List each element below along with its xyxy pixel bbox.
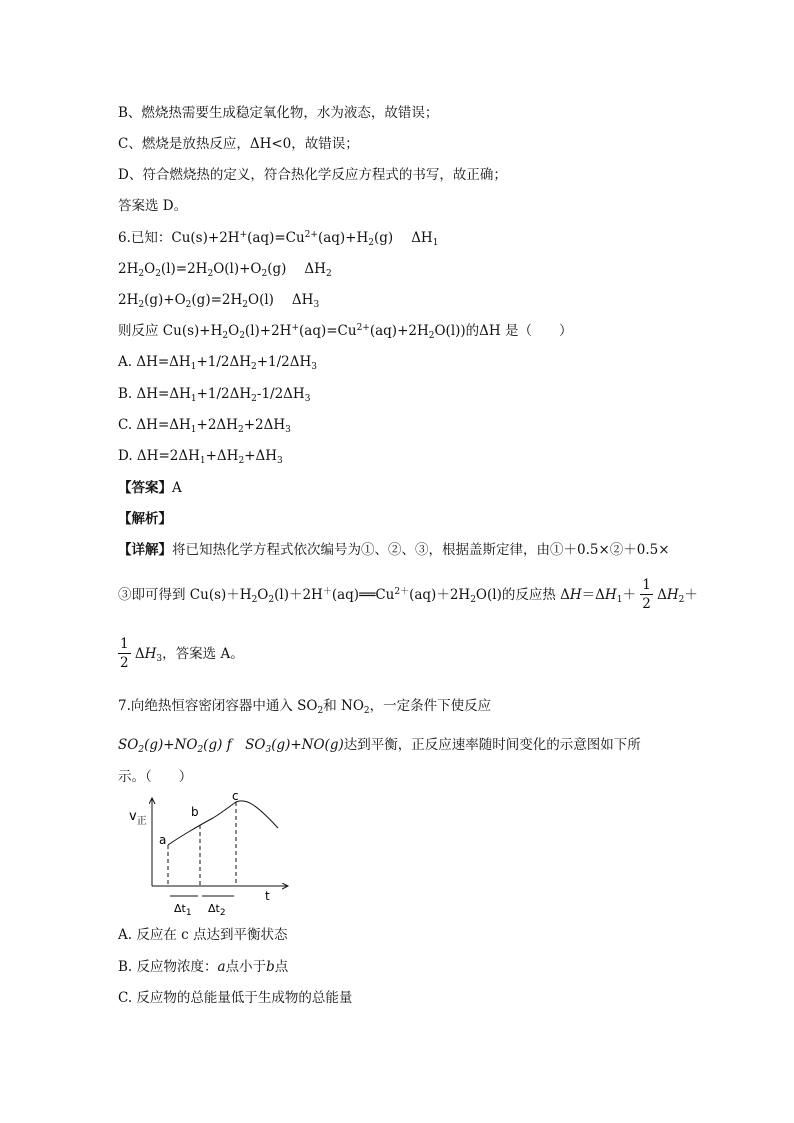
q6-detail-line-2: ③即可得到 $Cu(s)+H_2O_2(l)+2H^+(aq)══Cu^{2+}(aq)+2H_2O(l)$的反应热 $\Delta H=\Delta H_1+$ $\frac{1}{2}$ $\Delta H_2+$ — [118, 577, 698, 612]
point-c-label: c — [232, 790, 239, 803]
q5-answer: 答案选 D。 — [118, 198, 188, 214]
fraction-one-half: $\frac{1}{2}$ — [642, 577, 651, 612]
q6-equation-3: $2H_2(g)+O_2(g)=2H_2O(l)$ $\Delta H_3$ — [118, 292, 320, 310]
q5-option-b-analysis: B、燃烧热需要生成稳定氧化物，水为液态，故错误； — [118, 105, 439, 121]
q6-equation-1: 6.已知：$Cu(s)+2H^+(aq)=Cu^{2+}(aq)+H_2(g)$ $\Delta H_1$ — [118, 230, 439, 248]
q5-option-d-analysis: D、符合燃烧热的定义，符合热化学反应方程式的书写，故正确； — [118, 167, 507, 183]
x-axis-label: t — [265, 889, 270, 903]
q7-reaction-equation: $SO_2(g)+NO_2(g)$ f $SO_3(g)+NO(g)$ — [118, 737, 344, 755]
q7-option-a: A. 反应在 c 点达到平衡状态 — [118, 927, 288, 943]
q5-option-c-analysis: C、燃烧是放热反应，ΔH<0，故错误； — [118, 136, 359, 152]
q6-option-c: C. $\Delta H=\Delta H_1+2\Delta H_2+2\Delta H_3$ — [118, 417, 291, 435]
q6-equation-2: $2H_2O_2(l)=2H_2O(l)+O_2(g)$ $\Delta H_2$ — [118, 261, 332, 279]
q7-option-c: C. 反应物的总能量低于生成物的总能量 — [118, 990, 353, 1006]
rate-time-diagram — [118, 790, 298, 925]
q6-detail-line-3: $\frac{1}{2}$ $\Delta H_3$，答案选 A。 — [120, 636, 244, 671]
point-a-label: a — [159, 833, 167, 847]
dt2-label: $\Delta t_2$ — [208, 902, 226, 918]
q7-stem-line-3: 示。（ ） — [118, 769, 193, 785]
q7-stem-line-1: 7.向绝热恒容密闭容器中通入 $SO_2$和 $NO_2$，一定条件下使反应 — [118, 698, 492, 716]
point-b-label: b — [191, 805, 199, 819]
fraction-one-half: $\frac{1}{2}$ — [120, 636, 129, 671]
q7-stem-line-2: $SO_2(g)+NO_2(g)$ f $SO_3(g)+NO(g)$达到平衡，正反应速率随时间变化的示意图如下所 — [118, 737, 641, 755]
dt1-label: $\Delta t_1$ — [174, 902, 192, 918]
q6-question: 则反应 $Cu(s)+H_2O_2(l)+2H^+(aq)=Cu^{2+}(aq)+2H_2O(l)$)的ΔH 是（ ） — [118, 323, 573, 341]
q6-detail-line-1: 【详解】将已知热化学方程式依次编号为①、②、③，根据盖斯定律，由①＋0.5×②＋0.5× — [118, 542, 670, 558]
q6-option-b: B. $\Delta H=\Delta H_1+1/2\Delta H_2-1/2\Delta H_3$ — [118, 386, 311, 404]
q7-option-b: B. 反应物浓度：a点小于b点 — [118, 959, 289, 975]
q6-option-d: D. $\Delta H=2\Delta H_1+\Delta H_2+\Delta H_3$ — [118, 448, 283, 466]
y-axis-label: $v_正$ — [129, 809, 147, 827]
q6-analysis-heading: 【解析】 — [118, 511, 172, 527]
rate-curve — [168, 801, 278, 845]
q6-option-a: A. $\Delta H=\Delta H_1+1/2\Delta H_2+1/2\Delta H_3$ — [118, 354, 318, 372]
q6-answer: 【答案】A — [118, 480, 182, 496]
